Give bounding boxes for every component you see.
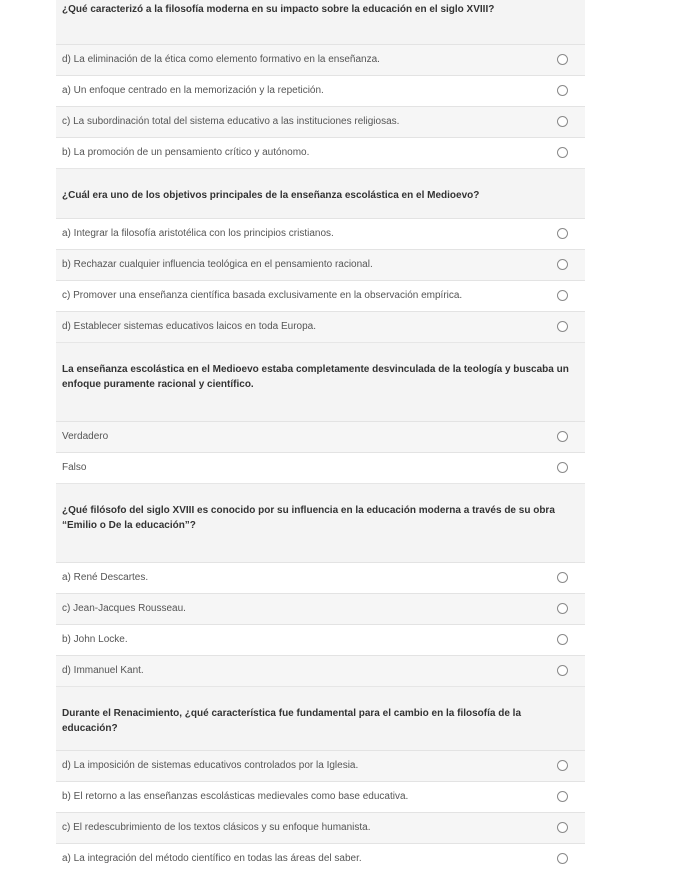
- radio-button[interactable]: [557, 822, 568, 833]
- answer-label: a) La integración del método científico en todas las áreas del saber.: [62, 853, 362, 864]
- answer-label: a) René Descartes.: [62, 572, 149, 583]
- answer-option[interactable]: [56, 781, 585, 812]
- answer-option[interactable]: [56, 624, 585, 655]
- answer-option[interactable]: [56, 218, 585, 249]
- answer-label: c) El redescubrimiento de los textos clásicos y su enfoque humanista.: [62, 822, 371, 833]
- answer-option[interactable]: [56, 421, 585, 452]
- answer-label: b) La promoción de un pensamiento crítico y autónomo.: [62, 147, 310, 158]
- answer-label: c) La subordinación total del sistema educativo a las instituciones religiosas.: [62, 116, 400, 127]
- answer-option[interactable]: [56, 593, 585, 624]
- quiz-container: [56, 0, 585, 874]
- radio-button[interactable]: [557, 603, 568, 614]
- question-3: [56, 342, 585, 421]
- radio-button[interactable]: [557, 290, 568, 301]
- answer-option[interactable]: [56, 75, 585, 106]
- answer-option[interactable]: [56, 750, 585, 781]
- answer-option[interactable]: [56, 106, 585, 137]
- radio-button[interactable]: [557, 853, 568, 864]
- radio-button[interactable]: [557, 116, 568, 127]
- answer-label: c) Promover una enseñanza científica basada exclusivamente en la observación empírica.: [62, 290, 463, 301]
- answer-label: d) La eliminación de la ética como elemento formativo en la enseñanza.: [62, 54, 380, 65]
- answer-label: c) Jean-Jacques Rousseau.: [62, 603, 186, 614]
- answer-label: d) La imposición de sistemas educativos controlados por la Iglesia.: [62, 760, 359, 771]
- radio-button[interactable]: [557, 665, 568, 676]
- answer-label: d) Immanuel Kant.: [62, 665, 144, 676]
- answer-option[interactable]: [56, 280, 585, 311]
- answer-label: a) Integrar la filosofía aristotélica con los principios cristianos.: [62, 228, 334, 239]
- question-text: ¿Cuál era uno de los objetivos principales de la enseñanza escolástica en el Medioevo?: [62, 190, 480, 201]
- answer-option[interactable]: [56, 249, 585, 280]
- radio-button[interactable]: [557, 147, 568, 158]
- answer-label: b) John Locke.: [62, 634, 128, 645]
- answer-label: b) Rechazar cualquier influencia teológica en el pensamiento racional.: [62, 259, 373, 270]
- answer-label: Verdadero: [62, 431, 109, 442]
- answer-option[interactable]: [56, 311, 585, 342]
- radio-button[interactable]: [557, 85, 568, 96]
- question-text: ¿Qué caracterizó a la filosofía moderna en su impacto sobre la educación en el siglo XVIII?: [62, 4, 495, 15]
- radio-button[interactable]: [557, 54, 568, 65]
- question-1: [56, 0, 585, 44]
- radio-button[interactable]: [557, 634, 568, 645]
- answer-option[interactable]: [56, 44, 585, 75]
- radio-button[interactable]: [557, 228, 568, 239]
- question-4: [56, 483, 585, 562]
- answer-label: b) El retorno a las enseñanzas escolásticas medievales como base educativa.: [62, 791, 409, 802]
- radio-button[interactable]: [557, 431, 568, 442]
- answer-option[interactable]: [56, 137, 585, 168]
- radio-button[interactable]: [557, 791, 568, 802]
- answer-label: a) Un enfoque centrado en la memorización y la repetición.: [62, 85, 324, 96]
- answer-option[interactable]: [56, 843, 585, 874]
- answer-option[interactable]: [56, 655, 585, 686]
- question-2: [56, 168, 585, 218]
- answer-option[interactable]: [56, 452, 585, 483]
- radio-button[interactable]: [557, 321, 568, 332]
- radio-button[interactable]: [557, 259, 568, 270]
- answer-option[interactable]: [56, 562, 585, 593]
- question-5: [56, 686, 585, 750]
- radio-button[interactable]: [557, 572, 568, 583]
- question-text: La enseñanza escolástica en el Medioevo estaba completamente desvinculada de la teología y buscaba un enfoque puramente racional y científico.: [62, 364, 569, 390]
- answer-label: d) Establecer sistemas educativos laicos en toda Europa.: [62, 321, 317, 332]
- question-text: Durante el Renacimiento, ¿qué característica fue fundamental para el cambio en la filosofía de la educación?: [62, 708, 522, 734]
- radio-button[interactable]: [557, 462, 568, 473]
- answer-label: Falso: [62, 462, 87, 473]
- radio-button[interactable]: [557, 760, 568, 771]
- answer-option[interactable]: [56, 812, 585, 843]
- question-text: ¿Qué filósofo del siglo XVIII es conocido por su influencia en la educación moderna a través de su obra “Emilio o De la educación”?: [62, 505, 555, 531]
